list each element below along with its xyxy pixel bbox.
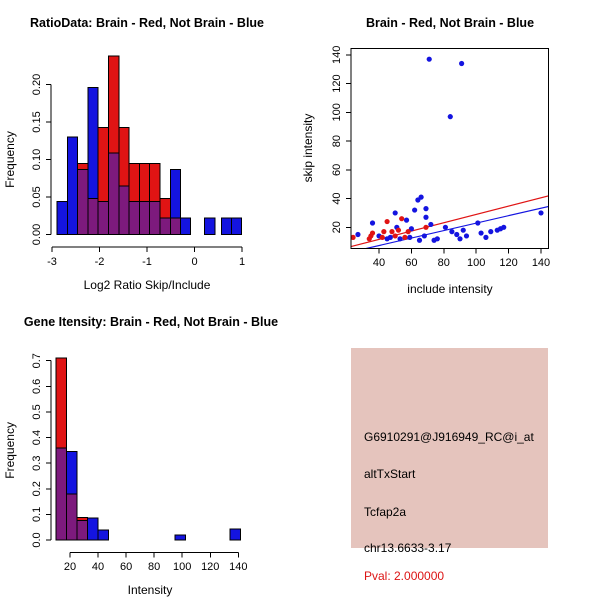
brain-bar [119, 127, 129, 186]
y-tick-label: 0.15 [31, 111, 43, 133]
histogram-bars [56, 358, 240, 540]
data-point [393, 233, 398, 238]
data-point [427, 57, 432, 62]
y-tick-label: 140 [331, 45, 343, 65]
chart-title: RatioData: Brain - Red, Not Brain - Blue [29, 16, 265, 30]
data-point [423, 206, 428, 211]
probe-id-text: G6910291@J916949_RC@i_at [364, 430, 534, 444]
histogram-bars [57, 56, 241, 235]
y-tick-label: 60 [331, 163, 343, 176]
not-brain-bar [222, 218, 232, 235]
brain-bar [129, 163, 139, 201]
y-axis-label: Frequency [3, 422, 17, 479]
ratio-histogram-chart [0, 0, 300, 300]
y-axis-label: Frequency [3, 131, 17, 188]
data-point [355, 232, 360, 237]
not-brain-bar [57, 202, 67, 235]
data-point [422, 233, 427, 238]
x-tick-label: 140 [531, 257, 551, 269]
x-tick-label: 140 [229, 561, 248, 573]
scatter-panel [300, 0, 600, 300]
data-point [459, 61, 464, 66]
intensity-scatter-chart [300, 0, 600, 300]
overlap-bar [149, 202, 159, 235]
y-axis-label: skip intensity [301, 113, 315, 183]
regression-lines [351, 196, 549, 252]
y-tick-label: 0.1 [31, 506, 43, 523]
x-axis-label: Intensity [127, 583, 173, 597]
event-type-text: altTxStart [364, 467, 416, 481]
data-point [399, 216, 404, 221]
data-point [478, 230, 483, 235]
gene-intensity-histogram-chart [0, 300, 300, 600]
data-point [483, 235, 488, 240]
brain-bar [98, 127, 108, 201]
x-tick-label: 60 [119, 561, 133, 573]
brain-bar [160, 199, 170, 219]
y-tick-label: 0.4 [31, 429, 43, 446]
not-brain-bar [66, 452, 77, 494]
overlap-bar [129, 202, 139, 235]
data-point [370, 230, 375, 235]
overlap-bar [98, 202, 108, 235]
y-tick-label: 120 [331, 74, 343, 93]
data-point [435, 236, 440, 241]
brain-bar [56, 358, 67, 448]
data-point [404, 218, 409, 223]
chart-title: Gene Itensity: Brain - Red, Not Brain - Blue [23, 315, 279, 329]
data-point [406, 229, 411, 234]
x-tick-label: -1 [142, 256, 152, 268]
data-point [538, 210, 543, 215]
x-tick-label: 100 [173, 561, 192, 573]
gene-info-panel [300, 300, 600, 600]
not-brain-bar [204, 218, 214, 235]
data-point [396, 228, 401, 233]
data-point [381, 229, 386, 234]
chromosome-location-text: chr13.6633-3.17 [364, 541, 452, 555]
data-point [423, 225, 428, 230]
x-tick-label: 120 [201, 561, 220, 573]
data-point [370, 220, 375, 225]
y-tick-label: 0.5 [31, 404, 43, 420]
data-point [423, 215, 428, 220]
not-brain-bar [230, 529, 241, 540]
overlap-bar [88, 199, 98, 235]
not-brain-bar [170, 169, 180, 218]
not-brain-bar [232, 218, 242, 235]
data-point [443, 225, 448, 230]
x-tick-label: 0 [191, 256, 198, 268]
x-tick-label: 80 [148, 561, 161, 573]
data-point [454, 232, 459, 237]
x-tick-label: 40 [91, 561, 105, 573]
not-brain-bar [88, 88, 98, 199]
data-point [385, 219, 390, 224]
data-point [380, 235, 385, 240]
x-tick-label: 120 [499, 257, 518, 269]
data-point [457, 236, 462, 241]
not-brain-bar [98, 530, 109, 540]
overlap-bar [78, 169, 88, 234]
x-tick-label: 20 [63, 561, 77, 573]
gene-info-box [351, 348, 548, 583]
not-brain-bar [88, 518, 99, 540]
overlap-bar [139, 202, 149, 235]
data-point [488, 229, 493, 234]
y-tick-label: 0.10 [31, 148, 43, 171]
overlap-bar [56, 448, 67, 540]
y-tick-label: 0.0 [31, 532, 43, 548]
brain-bar [78, 163, 88, 169]
data-point [475, 220, 480, 225]
y-tick-label: 0.3 [31, 455, 43, 471]
y-tick-label: 0.00 [31, 223, 43, 246]
x-tick-label: 60 [405, 257, 418, 269]
y-tick-label: 0.20 [31, 73, 43, 96]
brain-bar [139, 163, 149, 201]
y-tick-label: 0.7 [31, 353, 43, 369]
x-tick-label: 80 [437, 257, 450, 269]
x-axis-label: Log2 Ratio Skip/Include [83, 278, 211, 292]
overlap-bar [109, 153, 119, 235]
not-brain-bar [175, 535, 186, 540]
data-point [388, 235, 393, 240]
x-tick-label: 1 [238, 256, 246, 268]
data-point [393, 210, 398, 215]
plot-frame [351, 48, 548, 248]
data-point [449, 229, 454, 234]
x-tick-label: -3 [47, 256, 57, 268]
x-tick-label: -2 [94, 256, 105, 268]
data-point [407, 235, 412, 240]
not-brain-bar [180, 218, 190, 235]
y-tick-label: 0.2 [31, 481, 43, 497]
overlap-bar [66, 494, 77, 540]
data-point [448, 114, 453, 119]
overlap-bar [170, 218, 180, 235]
x-tick-label: 40 [372, 257, 386, 269]
y-tick-label: 20 [331, 221, 343, 234]
gene-symbol-text: Tcfap2a [364, 505, 407, 519]
not-brain-bar [68, 137, 78, 235]
overlap-bar [119, 186, 129, 235]
y-tick-label: 0.6 [31, 378, 43, 394]
data-point [397, 236, 402, 241]
data-point [412, 207, 417, 212]
gene-histogram-panel [0, 300, 300, 600]
y-tick-label: 0.05 [31, 186, 43, 208]
data-point [461, 228, 466, 233]
pval-text: Pval: 2.000000 [364, 569, 445, 583]
data-point [419, 195, 424, 200]
data-point [501, 225, 506, 230]
y-tick-label: 40 [331, 192, 343, 205]
not-brain-points [355, 57, 543, 243]
brain-bar [109, 56, 119, 153]
y-tick-label: 80 [331, 134, 343, 148]
data-point [417, 238, 422, 243]
ratio-histogram-panel [0, 0, 300, 300]
y-tick-label: 100 [331, 103, 343, 122]
not-brain-fit-line [351, 206, 549, 252]
data-point [464, 233, 469, 238]
brain-bar [149, 163, 159, 201]
x-axis-label: include intensity [407, 282, 493, 296]
overlap-bar [77, 520, 88, 540]
x-tick-label: 100 [467, 257, 486, 269]
data-point [389, 229, 394, 234]
data-point [428, 222, 433, 227]
chart-title: Brain - Red, Not Brain - Blue [365, 16, 535, 30]
overlap-bar [160, 218, 170, 235]
data-point [402, 235, 407, 240]
